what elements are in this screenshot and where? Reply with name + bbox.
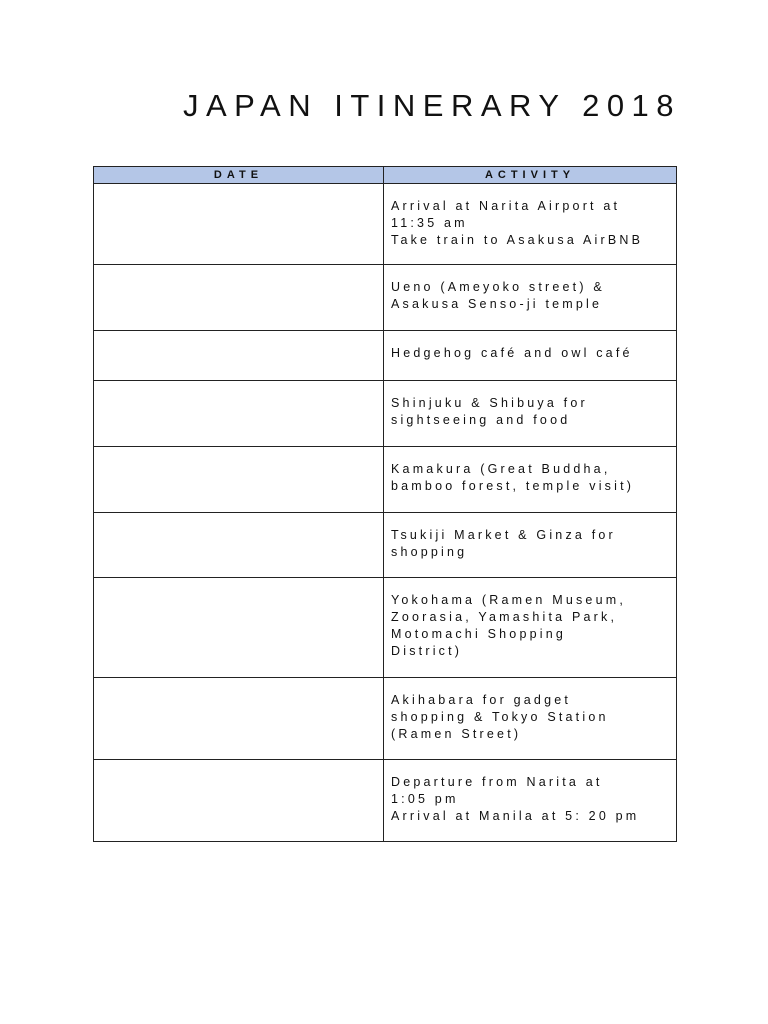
table-row <box>94 381 677 447</box>
date-cell <box>94 513 384 578</box>
table-row <box>94 513 677 578</box>
activity-cell: Yokohama (Ramen Museum, Zoorasia, Yamashita Park, Motomachi Shopping District) <box>384 578 677 678</box>
date-cell <box>94 331 384 381</box>
activity-cell: Akihabara for gadget shopping & Tokyo Station (Ramen Street) <box>384 678 677 760</box>
activity-cell: Kamakura (Great Buddha, bamboo forest, temple visit) <box>384 447 677 513</box>
activity-cell: Departure from Narita at 1:05 pm Arrival at Manila at 5: 20 pm <box>384 760 677 842</box>
date-cell <box>94 678 384 760</box>
document-title: JAPAN ITINERARY 2018 <box>183 88 682 123</box>
column-header-date: DATE <box>94 167 384 184</box>
date-cell <box>94 760 384 842</box>
itinerary-table <box>93 166 677 842</box>
table-row <box>94 184 677 265</box>
date-cell <box>94 381 384 447</box>
date-cell <box>94 184 384 265</box>
activity-cell: Tsukiji Market & Ginza for shopping <box>384 513 677 578</box>
column-header-activity: ACTIVITY <box>384 167 677 184</box>
table-row <box>94 265 677 331</box>
table-row <box>94 331 677 381</box>
table-row <box>94 760 677 842</box>
date-cell <box>94 447 384 513</box>
table-row <box>94 447 677 513</box>
activity-cell: Shinjuku & Shibuya for sightseeing and food <box>384 381 677 447</box>
activity-cell: Ueno (Ameyoko street) & Asakusa Senso-ji temple <box>384 265 677 331</box>
activity-cell: Arrival at Narita Airport at 11:35 am Take train to Asakusa AirBNB <box>384 184 677 265</box>
table-row <box>94 578 677 678</box>
table-row <box>94 678 677 760</box>
date-cell <box>94 578 384 678</box>
date-cell <box>94 265 384 331</box>
activity-cell: Hedgehog café and owl café <box>384 331 677 381</box>
table-header-row <box>94 167 677 184</box>
